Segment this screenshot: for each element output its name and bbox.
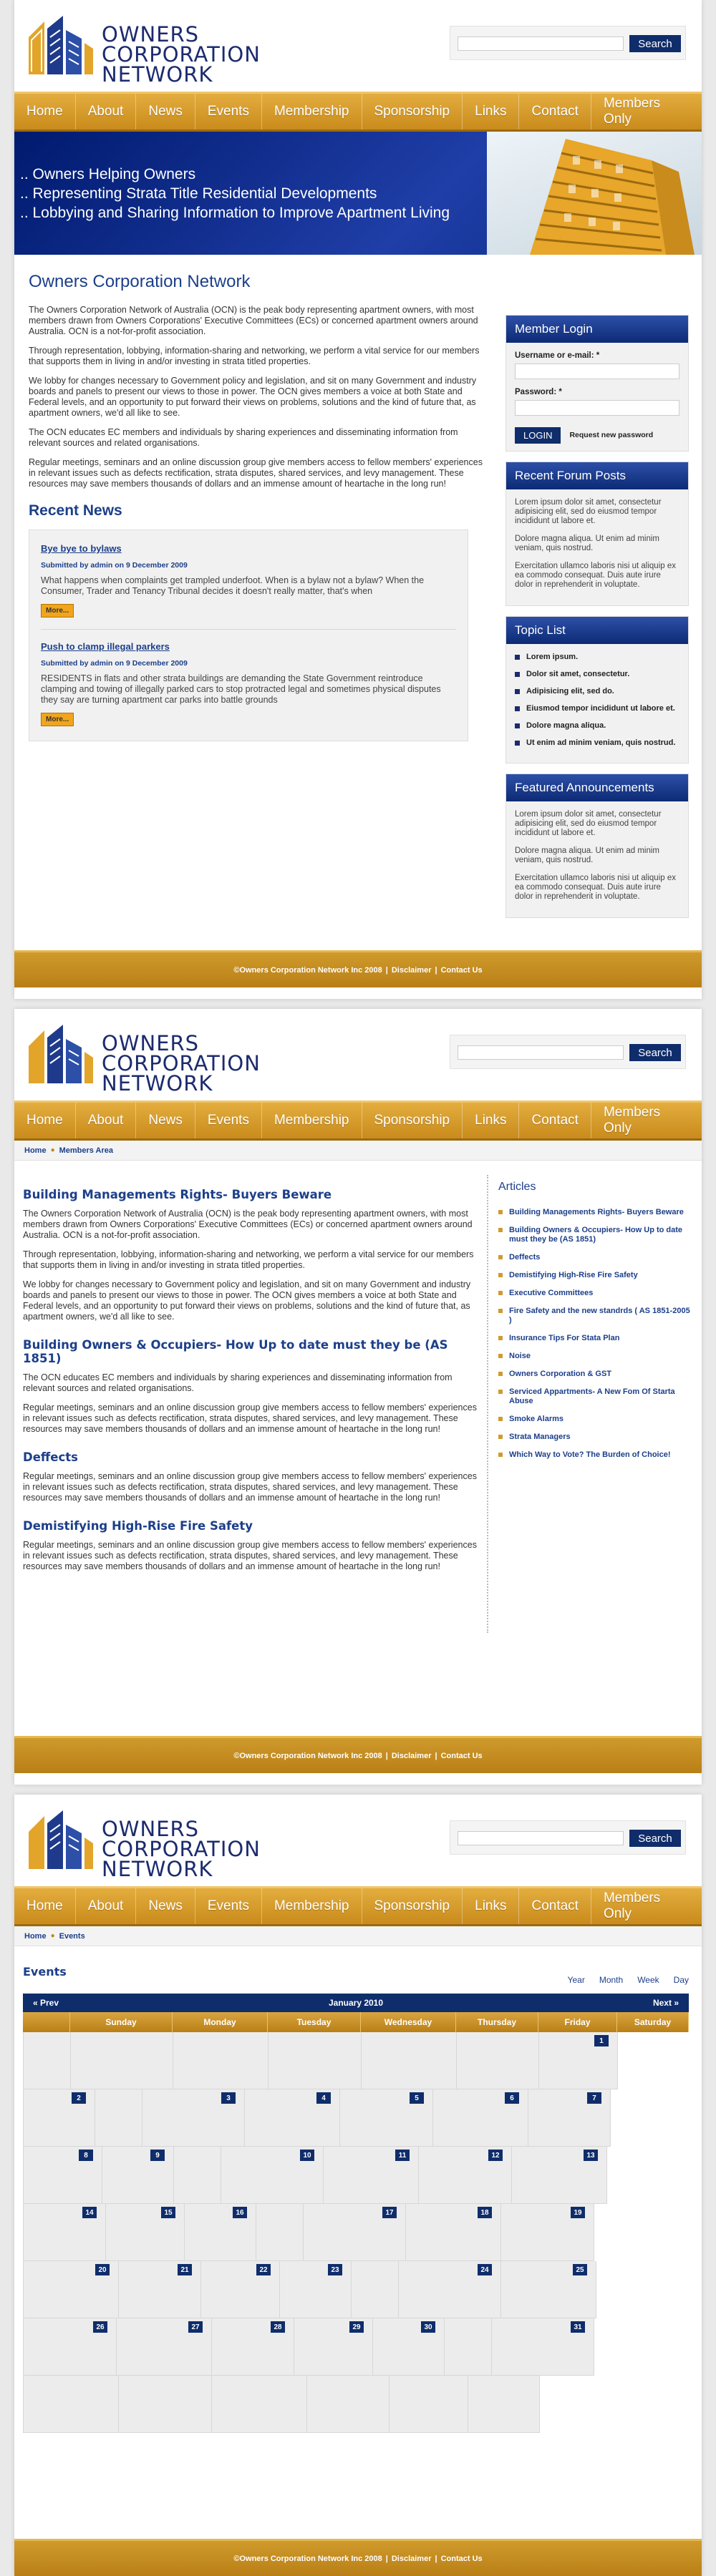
breadcrumb-home[interactable]: Home	[24, 1146, 47, 1155]
more-button[interactable]: More...	[41, 713, 74, 726]
news-meta: Submitted by admin on 9 December 2009	[41, 659, 188, 668]
topic-list	[515, 653, 679, 748]
nav-about[interactable]: About	[76, 1103, 137, 1138]
calendar-day-number[interactable]: 17	[382, 2207, 397, 2218]
news-excerpt: RESIDENTS in flats and other strata buildings are demanding the State Government reintroduce clamping and towing of illegally parked cars to stop protracted legal and sometimes physical disputes they say are turning apartment car parks into battle grounds	[41, 673, 441, 705]
banner-line: .. Lobbying and Sharing Information to Improve Apartment Living	[20, 205, 450, 221]
request-password-link[interactable]: Request new password	[569, 431, 654, 439]
calendar-day-cell[interactable]	[340, 2089, 433, 2147]
topic-item[interactable]: Lorem ipsum.	[515, 653, 679, 662]
view-tab-week[interactable]: Week	[637, 1975, 659, 1985]
calendar-day-cell[interactable]	[212, 2318, 294, 2376]
article-link[interactable]: Serviced Appartments- A New Fom Of Starta Abuse	[498, 1387, 690, 1406]
calendar-day-cell[interactable]	[102, 2147, 174, 2204]
banner-line: .. Representing Strata Title Residential Developments	[20, 185, 377, 202]
breadcrumb-home[interactable]: Home	[24, 1931, 47, 1941]
section-paragraph: The OCN educates EC members and individuals by sharing experiences and disseminating information from relevant sources and related organisations.	[23, 1372, 453, 1393]
weekday-label: Thursday	[456, 2012, 538, 2032]
section-paragraph: Regular meetings, seminars and an online discussion group give members access to fellow members' experiences in relevant issues such as defects rectification, strata disputes, shared services, and levy management. These resources may save members thousands of dollars and an immense amount of heartache in the long run!	[23, 1471, 477, 1503]
news-item	[41, 641, 456, 726]
calendar-day-cell[interactable]	[24, 2261, 119, 2318]
site-footer	[14, 950, 702, 987]
section-paragraph: Regular meetings, seminars and an online discussion group give members access to fellow members' experiences in relevant issues such as defects rectification, strata disputes, shared services, and levy management. These resources may save members thousands of dollars and an immense amount of heartache in the long run!	[23, 1402, 477, 1434]
intro-paragraph: Through representation, lobbying, information-sharing and networking, we perform a vital service for our members that supports them in living in and/or investing in strata titled properties.	[29, 346, 480, 366]
forum-post[interactable]: Lorem ipsum dolor sit amet, consectetur adipisicing elit, sed do eiusmod tempor incididunt ut labore et.	[515, 498, 662, 525]
calendar-day-number[interactable]: 10	[300, 2150, 314, 2161]
footer-copyright: ©Owners Corporation Network Inc 2008	[233, 965, 382, 975]
calendar-day-cell[interactable]	[117, 2318, 212, 2376]
footer-separator: |	[435, 1751, 437, 1760]
section-heading: Building Managements Rights- Buyers Beware	[23, 1188, 332, 1201]
nav-events[interactable]: Events	[195, 1888, 262, 1924]
article-link[interactable]: Building Owners & Occupiers- How Up to date must they be (AS 1851)	[498, 1226, 690, 1244]
announcement[interactable]: Lorem ipsum dolor sit amet, consectetur adipisicing elit, sed do eiusmod tempor incididunt ut labore et.	[515, 810, 662, 837]
article-link[interactable]: Deffects	[498, 1253, 690, 1262]
calendar-day-number[interactable]: 27	[188, 2321, 203, 2333]
site-header	[14, 1795, 702, 1886]
calendar-day-cell	[268, 2032, 362, 2089]
calendar-day-number[interactable]: 8	[79, 2150, 93, 2161]
home-main-content	[29, 272, 487, 741]
weekday-label: Sunday	[70, 2012, 173, 2032]
logo-line-2: CORPORATION	[102, 1051, 261, 1075]
nav-about[interactable]: About	[76, 94, 137, 130]
column-divider	[487, 1175, 488, 1633]
calendar-day-number[interactable]: 26	[93, 2321, 107, 2333]
calendar-day-number[interactable]: 15	[161, 2207, 175, 2218]
contact-us-link[interactable]: Contact Us	[440, 965, 483, 975]
nav-contact[interactable]: Contact	[519, 1103, 591, 1138]
nav-events[interactable]: Events	[195, 1103, 262, 1138]
nav-home[interactable]: Home	[14, 94, 76, 130]
apartment-building-image	[487, 132, 702, 255]
calendar-day-cell	[362, 2032, 457, 2089]
disclaimer-link[interactable]: Disclaimer	[391, 2554, 432, 2563]
logo-line-3: NETWORK	[102, 62, 213, 87]
nav-membership[interactable]: Membership	[262, 1103, 362, 1138]
members-area-page	[14, 1009, 702, 1785]
announcement[interactable]: Dolore magna aliqua. Ut enim ad minim veniam, quis nostrud.	[515, 847, 659, 864]
breadcrumb-current: Events	[59, 1931, 85, 1941]
search-button[interactable]: Search	[629, 1830, 681, 1847]
search-box	[450, 26, 686, 60]
topic-item[interactable]: Eiusmod tempor incididunt ut labore et.	[515, 704, 679, 713]
nav-sponsorship[interactable]: Sponsorship	[362, 1888, 463, 1924]
nav-membership[interactable]: Membership	[262, 1888, 362, 1924]
calendar-day-cell[interactable]	[24, 2204, 106, 2261]
calendar-day-number[interactable]: 21	[178, 2264, 192, 2275]
member-login-box	[505, 315, 689, 452]
nav-links[interactable]: Links	[463, 1888, 519, 1924]
banner-line: .. Owners Helping Owners	[20, 166, 196, 182]
username-field[interactable]	[515, 364, 679, 379]
calendar-day-cell[interactable]	[24, 2089, 95, 2147]
calendar-day-cell	[24, 2376, 119, 2433]
calendar-day-number[interactable]: 18	[478, 2207, 492, 2218]
calendar-day-cell	[71, 2032, 173, 2089]
intro-paragraph: Regular meetings, seminars and an online discussion group give members access to fellow members' experiences in relevant issues such as defects rectification, strata disputes, shared services, and levy management. These resources may save members thousands of dollars and an immense amount of heartache in the long run!	[29, 457, 483, 489]
article-link[interactable]: Smoke Alarms	[498, 1415, 690, 1424]
nav-news[interactable]: News	[136, 1103, 195, 1138]
announcement[interactable]: Exercitation ullamco laboris nisi ut aliquip ex ea commodo consequat. Duis aute irure dolor in reprehenderit in voluptate.	[515, 874, 676, 901]
logo-line-3: NETWORK	[102, 1857, 213, 1881]
main-nav	[14, 92, 702, 132]
article-link[interactable]: Demistifying High-Rise Fire Safety	[498, 1271, 690, 1280]
weekday-spacer	[23, 2012, 70, 2032]
topic-item[interactable]: Ut enim ad minim veniam, quis nostrud.	[515, 738, 679, 748]
calendar-day-cell[interactable]	[373, 2318, 445, 2376]
logo-wordmark	[102, 1819, 261, 1879]
articles-list	[498, 1208, 690, 1460]
nav-members-only[interactable]: Members Only	[603, 1890, 661, 1921]
article-link[interactable]: Which Way to Vote? The Burden of Choice!	[498, 1450, 690, 1460]
calendar-day-cell[interactable]	[399, 2261, 501, 2318]
logo-wordmark	[102, 1031, 261, 1096]
news-title-link[interactable]: Bye bye to bylaws	[41, 543, 122, 554]
calendar-day-cell[interactable]	[221, 2147, 324, 2204]
building-logo-icon	[24, 9, 96, 80]
breadcrumb	[14, 1141, 702, 1161]
home-page	[14, 0, 702, 999]
intro-text	[29, 305, 487, 489]
logo-line-2: CORPORATION	[102, 42, 261, 67]
calendar-view-tabs	[568, 1975, 689, 1985]
calendar-day-number[interactable]: 6	[505, 2092, 519, 2104]
section-paragraph: Regular meetings, seminars and an online discussion group give members access to fellow members' experiences in relevant issues such as defects rectification, strata disputes, shared services, and levy management. These resources may save members thousands of dollars and an immense amount of heartache in the long run!	[23, 1540, 477, 1571]
nav-contact[interactable]: Contact	[519, 94, 591, 130]
article-link[interactable]: Owners Corporation & GST	[498, 1370, 690, 1379]
footer-copyright: ©Owners Corporation Network Inc 2008	[233, 1751, 382, 1760]
prev-month-link[interactable]: « Prev	[33, 1998, 59, 2008]
announcements-heading: Featured Announcements	[506, 774, 688, 801]
calendar-day-number[interactable]: 16	[233, 2207, 247, 2218]
footer-separator: |	[385, 965, 388, 975]
calendar-day-cell	[457, 2032, 539, 2089]
footer-separator: |	[385, 2554, 388, 2563]
calendar-day-cell[interactable]	[245, 2089, 340, 2147]
view-tab-day[interactable]: Day	[673, 1975, 689, 1985]
calendar-day-cell[interactable]	[24, 2318, 117, 2376]
search-button[interactable]: Search	[629, 35, 681, 52]
next-month-link[interactable]: Next »	[652, 1998, 679, 2008]
calendar-day-number[interactable]: 28	[271, 2321, 285, 2333]
events-calendar	[23, 1994, 689, 2433]
weekday-label: Saturday	[617, 2012, 689, 2032]
calendar-day-number[interactable]: 12	[488, 2150, 503, 2161]
calendar-day-number[interactable]: 19	[571, 2207, 585, 2218]
logo-line-1: OWNERS	[102, 22, 200, 47]
intro-paragraph: The OCN educates EC members and individuals by sharing experiences and disseminating information from relevant sources and related organisations.	[29, 427, 458, 448]
section-heading: Deffects	[23, 1450, 78, 1464]
contact-us-link[interactable]: Contact Us	[440, 2554, 483, 2563]
recent-news-box	[29, 530, 468, 741]
calendar-day-cell[interactable]	[106, 2204, 185, 2261]
article-link[interactable]: Noise	[498, 1352, 690, 1361]
hero-banner	[14, 132, 702, 255]
calendar-day-number[interactable]: 7	[587, 2092, 601, 2104]
building-logo-icon	[24, 1018, 96, 1089]
calendar-day-cell	[119, 2376, 212, 2433]
forum-posts-heading: Recent Forum Posts	[506, 462, 688, 489]
section-heading: Building Owners & Occupiers- How Up to date must they be (AS 1851)	[23, 1338, 448, 1365]
calendar-day-cell[interactable]	[304, 2204, 406, 2261]
section-paragraph: The Owners Corporation Network of Australia (OCN) is the peak body representing apartment owners, with most members drawn from Owners Corporations' Executive Committees (ECs) or concerned apartment owners around Australia. OCN is a not-for-profit association.	[23, 1209, 473, 1240]
calendar-day-cell[interactable]	[528, 2089, 611, 2147]
weekday-label: Wednesday	[361, 2012, 456, 2032]
calendar-day-number[interactable]: 3	[221, 2092, 236, 2104]
articles-heading: Articles	[498, 1181, 536, 1193]
calendar-day-cell[interactable]	[142, 2089, 245, 2147]
calendar-nav-bar	[23, 1994, 689, 2012]
main-nav	[14, 1886, 702, 1926]
calendar-day-cell[interactable]	[119, 2261, 201, 2318]
nav-about[interactable]: About	[76, 1888, 137, 1924]
calendar-day-cell	[307, 2376, 390, 2433]
nav-links[interactable]: Links	[463, 94, 519, 130]
nav-membership[interactable]: Membership	[262, 94, 362, 130]
forum-post[interactable]: Dolore magna aliqua. Ut enim ad minim veniam, quis nostrud.	[515, 535, 659, 552]
calendar-day-number[interactable]: 9	[150, 2150, 165, 2161]
calendar-day-cell[interactable]	[201, 2261, 280, 2318]
calendar-week-gutter	[352, 2261, 399, 2318]
disclaimer-link[interactable]: Disclaimer	[391, 965, 432, 975]
breadcrumb	[14, 1926, 702, 1946]
nav-news[interactable]: News	[136, 94, 195, 130]
calendar-week-gutter	[174, 2147, 221, 2204]
nav-sponsorship[interactable]: Sponsorship	[362, 1103, 463, 1138]
calendar-grid	[23, 2032, 689, 2433]
topic-item[interactable]: Dolore magna aliqua.	[515, 721, 679, 731]
username-label: Username or e-mail: *	[515, 351, 600, 360]
banner-taglines	[20, 165, 450, 223]
breadcrumb-current: Members Area	[59, 1146, 114, 1155]
calendar-day-number[interactable]: 25	[573, 2264, 587, 2275]
footer-separator: |	[435, 965, 437, 975]
calendar-month-title: January 2010	[328, 1998, 384, 2008]
search-box	[450, 1820, 686, 1855]
nav-sponsorship[interactable]: Sponsorship	[362, 94, 463, 130]
article-link[interactable]: Fire Safety and the new standrds ( AS 1851-2005 )	[498, 1307, 690, 1325]
topic-list-box	[505, 616, 689, 763]
article-link[interactable]: Executive Committees	[498, 1289, 690, 1298]
nav-events[interactable]: Events	[195, 94, 262, 130]
site-logo[interactable]	[24, 1803, 296, 1882]
site-footer	[14, 1736, 702, 1773]
nav-home[interactable]: Home	[14, 1103, 76, 1138]
logo-line-3: NETWORK	[102, 1071, 213, 1096]
calendar-day-number[interactable]: 1	[594, 2035, 609, 2046]
topic-item[interactable]: Adipisicing elit, sed do.	[515, 687, 679, 696]
calendar-day-cell[interactable]	[492, 2318, 594, 2376]
recent-news-heading: Recent News	[29, 502, 122, 519]
topic-item[interactable]: Dolor sit amet, consectetur.	[515, 670, 679, 679]
calendar-day-cell[interactable]	[280, 2261, 352, 2318]
nav-home[interactable]: Home	[14, 1888, 76, 1924]
page-title: Owners Corporation Network	[29, 272, 251, 291]
footer-separator: |	[385, 1751, 388, 1760]
site-header	[14, 0, 702, 92]
footer-separator: |	[435, 2554, 437, 2563]
nav-links[interactable]: Links	[463, 1103, 519, 1138]
intro-paragraph: We lobby for changes necessary to Government policy and legislation, and sit on many Government and industry boards and panels to present our views to those in power. The OCN gives members a voice at both State and Federal levels, and an opportunity to put forward their views on problems, solutions and the kind of future that, as apartment owners, we'd all like to see.	[29, 376, 477, 418]
calendar-day-cell[interactable]	[419, 2147, 512, 2204]
site-logo[interactable]	[24, 9, 296, 87]
search-input[interactable]	[458, 1045, 624, 1060]
calendar-day-cell[interactable]	[406, 2204, 501, 2261]
site-logo[interactable]	[24, 1018, 296, 1096]
search-input[interactable]	[458, 1831, 624, 1845]
main-nav	[14, 1101, 702, 1141]
footer-copyright: ©Owners Corporation Network Inc 2008	[233, 2554, 382, 2563]
member-login-heading: Member Login	[506, 316, 688, 343]
article-link[interactable]: Insurance Tips For Stata Plan	[498, 1334, 690, 1343]
weekday-label: Monday	[173, 2012, 268, 2032]
home-sidebar	[505, 315, 689, 928]
section-heading: Demistifying High-Rise Fire Safety	[23, 1519, 253, 1533]
article-link[interactable]: Strata Managers	[498, 1433, 690, 1442]
calendar-day-number[interactable]: 20	[95, 2264, 110, 2275]
news-excerpt: What happens when complaints get trampled underfoot. When is a bylaw not a bylaw? When the Consumer, Trader and Tenancy Tribunal decides it doesn't really matter, that's when	[41, 575, 425, 596]
disclaimer-link[interactable]: Disclaimer	[391, 1751, 432, 1760]
announcements-box	[505, 774, 689, 918]
calendar-day-number[interactable]: 22	[256, 2264, 271, 2275]
nav-members-only[interactable]: Members Only	[603, 96, 661, 127]
calendar-week-gutter	[445, 2318, 492, 2376]
calendar-day-cell[interactable]	[24, 2147, 102, 2204]
calendar-day-number[interactable]: 4	[316, 2092, 331, 2104]
calendar-day-number[interactable]: 2	[72, 2092, 86, 2104]
logo-line-1: OWNERS	[102, 1817, 200, 1841]
calendar-day-number[interactable]: 31	[571, 2321, 585, 2333]
calendar-day-cell	[468, 2376, 540, 2433]
calendar-day-cell[interactable]	[294, 2318, 373, 2376]
search-input[interactable]	[458, 36, 624, 51]
password-field[interactable]	[515, 400, 679, 416]
nav-contact[interactable]: Contact	[519, 1888, 591, 1924]
section-paragraph: We lobby for changes necessary to Government policy and legislation, and sit on many Government and industry boards and panels to present our views to those in power. The OCN gives members a voice at both State and Federal levels, and an opportunity to put forward their views on problems, solutions and the kind of future that, as apartment owners, we'd all like to see.	[23, 1279, 471, 1322]
breadcrumb-separator-icon: ●	[50, 1146, 55, 1154]
calendar-day-number[interactable]: 13	[584, 2150, 598, 2161]
calendar-day-number[interactable]: 11	[395, 2150, 410, 2161]
calendar-weekday-header	[23, 2012, 689, 2032]
calendar-day-cell	[212, 2376, 307, 2433]
topic-list-heading: Topic List	[506, 617, 688, 644]
site-header	[14, 1009, 702, 1101]
calendar-day-cell[interactable]	[324, 2147, 419, 2204]
site-footer	[14, 2539, 702, 2576]
calendar-day-cell[interactable]	[501, 2261, 596, 2318]
breadcrumb-separator-icon: ●	[50, 1932, 55, 1940]
more-button[interactable]: More...	[41, 604, 74, 618]
calendar-day-number[interactable]: 29	[349, 2321, 364, 2333]
forum-post[interactable]: Exercitation ullamco laboris nisi ut aliquip ex ea commodo consequat. Duis aute irure dolor in reprehenderit in voluptate.	[515, 562, 676, 589]
logo-line-2: CORPORATION	[102, 1837, 261, 1861]
logo-wordmark	[102, 22, 261, 87]
calendar-day-cell	[173, 2032, 268, 2089]
calendar-day-number[interactable]: 23	[328, 2264, 342, 2275]
building-logo-icon	[24, 1803, 96, 1875]
login-button[interactable]: LOGIN	[515, 427, 561, 444]
calendar-day-cell[interactable]	[512, 2147, 607, 2204]
nav-news[interactable]: News	[136, 1888, 195, 1924]
calendar-week-gutter	[24, 2032, 71, 2089]
articles-sidebar	[498, 1181, 690, 1468]
members-main-content	[23, 1179, 481, 1581]
calendar-day-cell[interactable]	[501, 2204, 594, 2261]
events-page	[14, 1795, 702, 2576]
calendar-day-cell[interactable]	[433, 2089, 528, 2147]
section-paragraph: Through representation, lobbying, information-sharing and networking, we perform a vital service for our members that supports them in living in and/or investing in strata titled properties.	[23, 1249, 474, 1270]
forum-posts-box	[505, 462, 689, 606]
search-box	[450, 1035, 686, 1069]
calendar-week-gutter	[95, 2089, 142, 2147]
weekday-label: Friday	[538, 2012, 617, 2032]
intro-paragraph: The Owners Corporation Network of Australia (OCN) is the peak body representing apartment owners, with most members drawn from Owners Corporations' Executive Committees (ECs) or concerned apartment owners around Australia. OCN is a not-for-profit association.	[29, 305, 478, 336]
logo-line-1: OWNERS	[102, 1031, 200, 1055]
calendar-day-cell	[390, 2376, 468, 2433]
calendar-day-number[interactable]: 14	[82, 2207, 97, 2218]
calendar-day-cell[interactable]	[539, 2032, 618, 2089]
view-tab-year[interactable]: Year	[567, 1975, 585, 1985]
nav-members-only[interactable]: Members Only	[603, 1105, 661, 1136]
article-link[interactable]: Building Managements Rights- Buyers Beware	[498, 1208, 690, 1217]
calendar-day-number[interactable]: 24	[478, 2264, 492, 2275]
weekday-label: Tuesday	[268, 2012, 361, 2032]
news-meta: Submitted by admin on 9 December 2009	[41, 561, 188, 570]
calendar-week-gutter	[256, 2204, 304, 2261]
calendar-day-number[interactable]: 5	[410, 2092, 424, 2104]
calendar-day-number[interactable]: 30	[421, 2321, 435, 2333]
search-button[interactable]: Search	[629, 1044, 681, 1061]
contact-us-link[interactable]: Contact Us	[440, 1751, 483, 1760]
news-title-link[interactable]: Push to clamp illegal parkers	[41, 641, 170, 652]
password-label: Password: *	[515, 388, 562, 396]
events-heading: Events	[23, 1965, 67, 1979]
news-item	[41, 543, 456, 630]
view-tab-month[interactable]: Month	[599, 1975, 624, 1985]
calendar-day-cell[interactable]	[185, 2204, 256, 2261]
